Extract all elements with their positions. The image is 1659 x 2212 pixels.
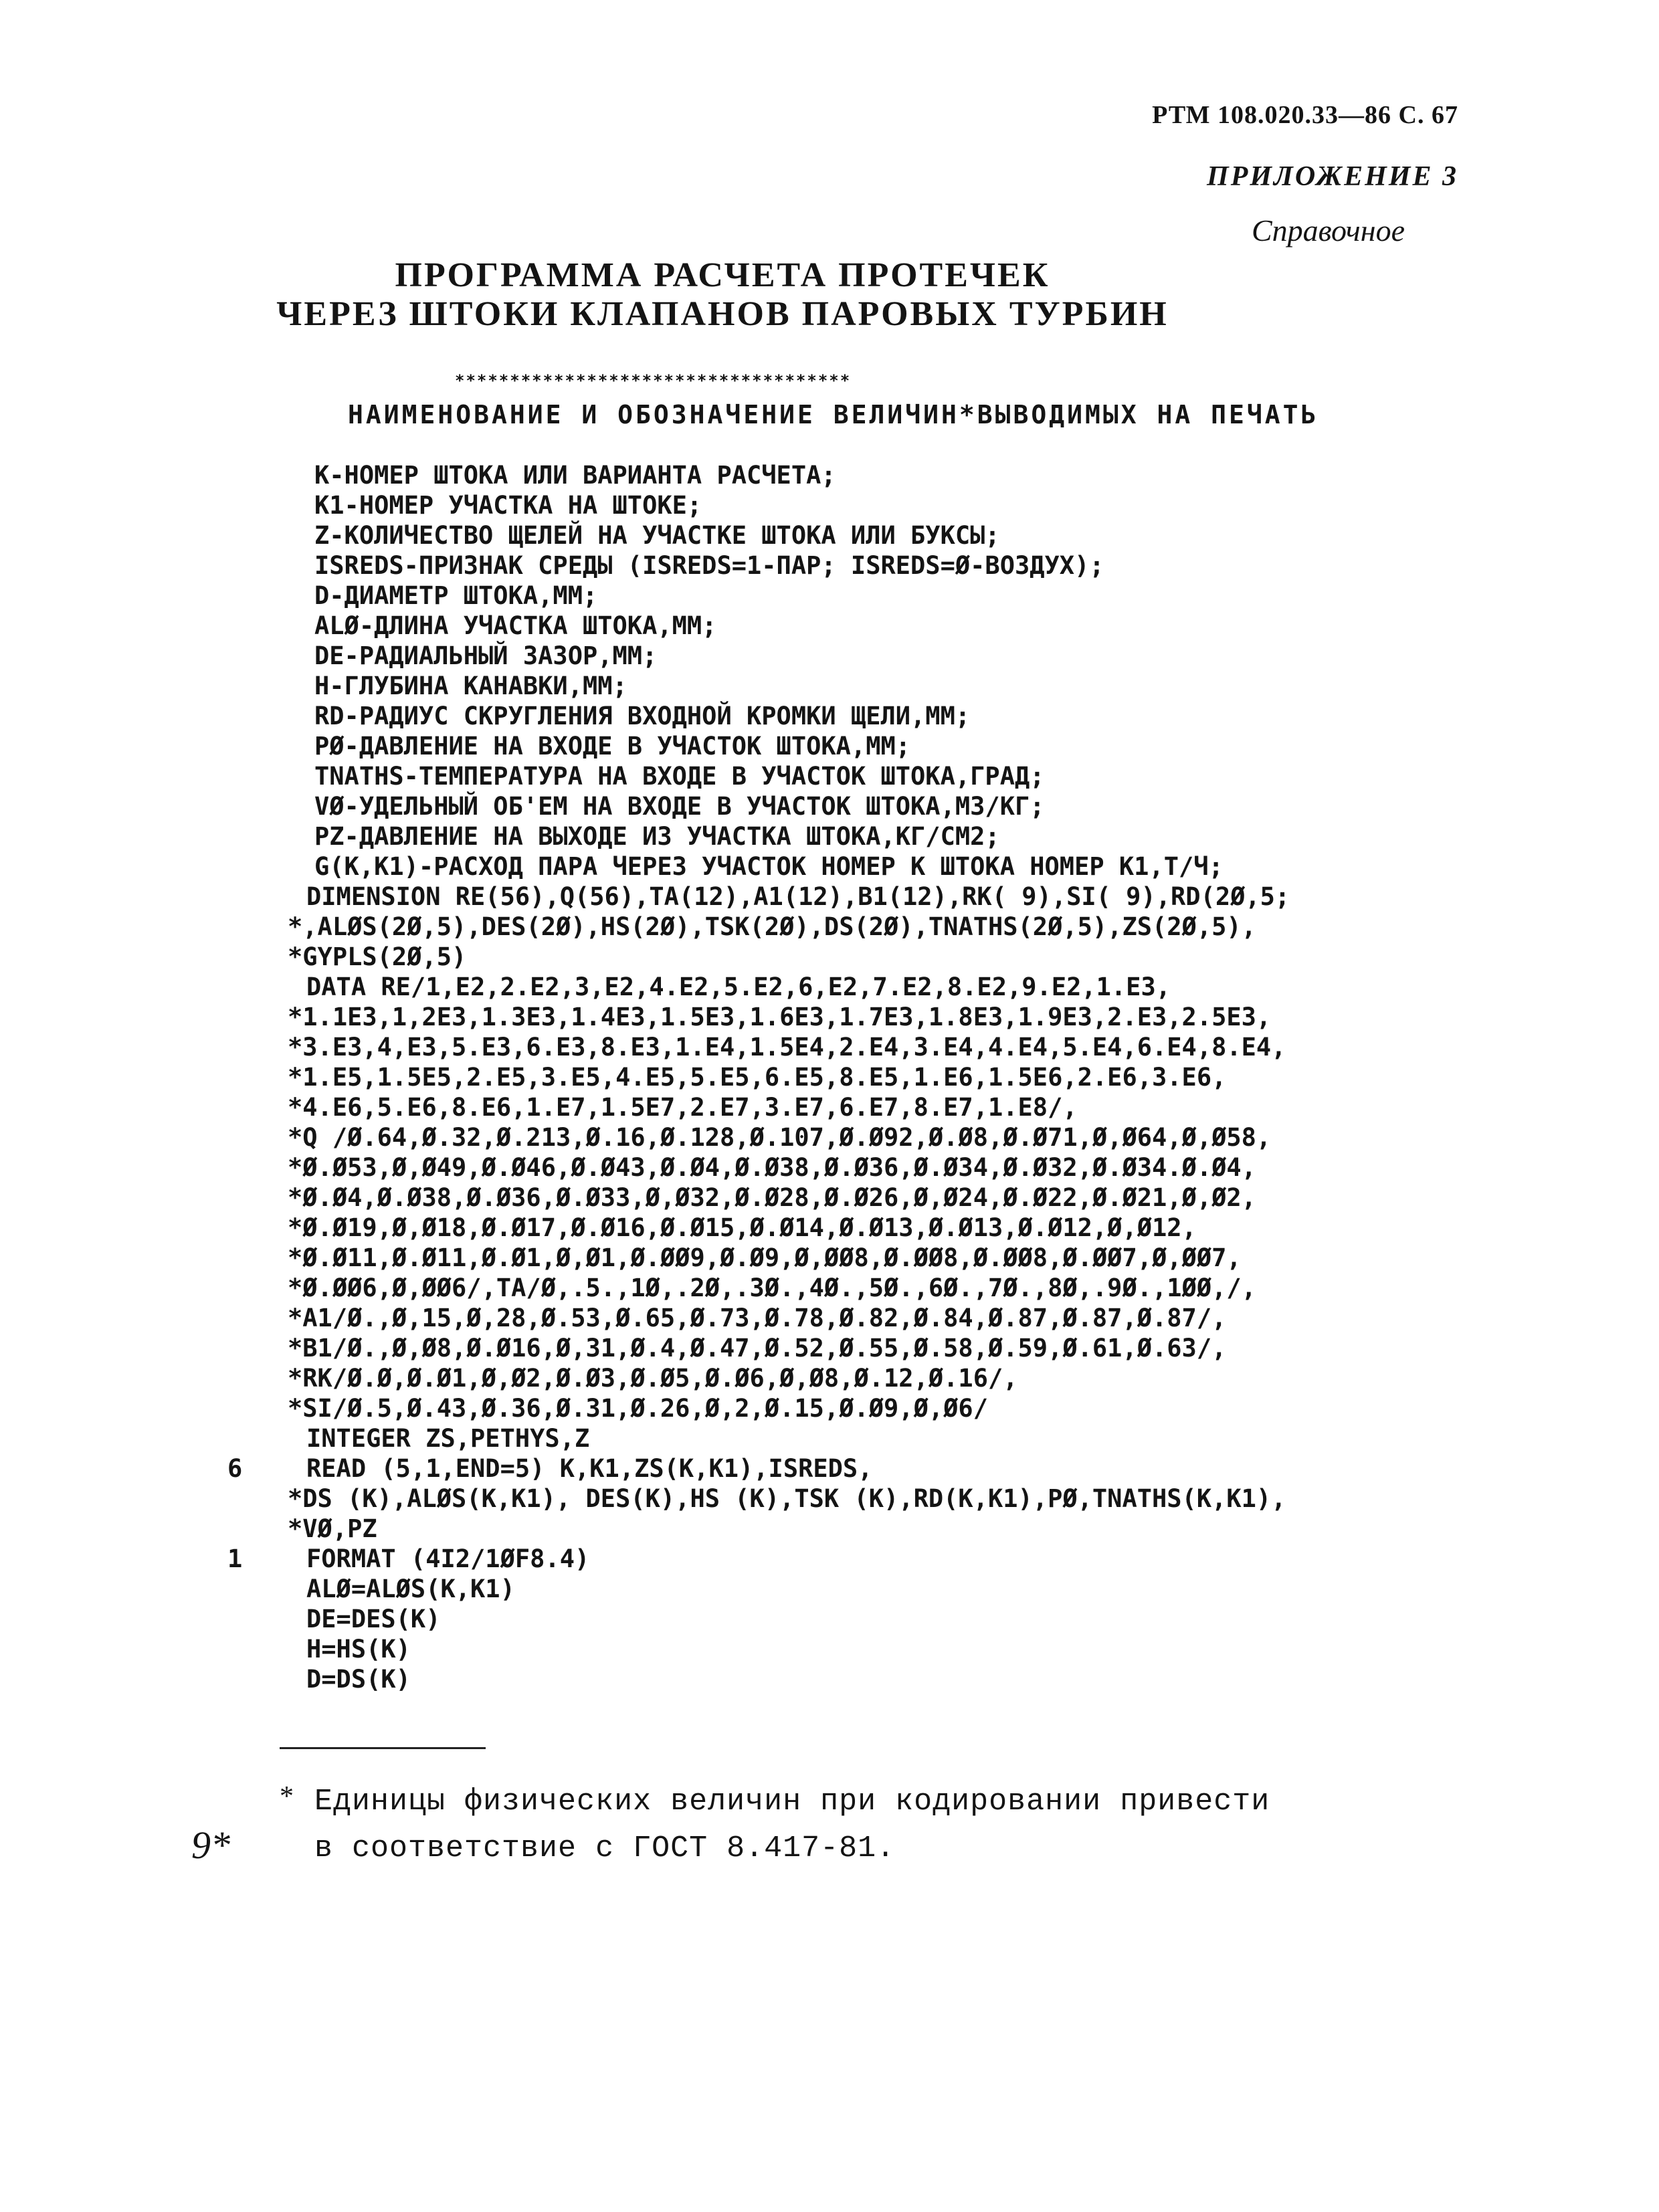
code-line: H=HS(K) [306, 1635, 411, 1664]
code-line: VØ-УДЕЛЬНЫЙ ОБ'ЕМ НА ВХОДЕ В УЧАСТОК ШТОКА,М3/КГ; [314, 792, 1045, 821]
code-line: ISREDS-ПРИЗНАК СРЕДЫ (ISREDS=1-ПАР; ISREDS=Ø-ВОЗДУХ); [314, 551, 1104, 580]
code-line: G(K,K1)-РАСХОД ПАРА ЧЕРЕЗ УЧАСТОК НОМЕР К ШТОКА НОМЕР К1,Т/Ч; [314, 852, 1224, 881]
statement-label: 1 [227, 1544, 243, 1573]
asterisk-divider: ************************************ [455, 371, 852, 390]
code-line: TNATHS-ТЕМПЕРАТУРА НА ВХОДЕ В УЧАСТОК ШТОКА,ГРАД; [314, 762, 1045, 791]
code-line: *Ø.Ø11,Ø.Ø11,Ø.Ø1,Ø,Ø1,Ø.ØØ9,Ø.Ø9,Ø,ØØ8,Ø.ØØ8,Ø.ØØ8,Ø.ØØ7,Ø,ØØ7, [288, 1243, 1242, 1272]
footnote-text-line-1: Единицы физических величин при кодировании привести [314, 1785, 1270, 1819]
code-line: Z-КОЛИЧЕСТВО ЩЕЛЕЙ НА УЧАСТКЕ ШТОКА ИЛИ БУКСЫ; [314, 521, 1000, 550]
code-line: *Ø.Ø53,Ø,Ø49,Ø.Ø46,Ø.Ø43,Ø.Ø4,Ø.Ø38,Ø.Ø36,Ø.Ø34,Ø.Ø32,Ø.Ø34.Ø.Ø4, [288, 1153, 1256, 1182]
code-line: INTEGER ZS,PETHYS,Z [306, 1424, 590, 1453]
code-line: FORMAT (4I2/1ØF8.4) [306, 1544, 590, 1573]
code-line: *SI/Ø.5,Ø.43,Ø.36,Ø.31,Ø.26,Ø,2,Ø.15,Ø.Ø9,Ø,Ø6/ [288, 1394, 988, 1423]
reference-label: Справочное [1251, 213, 1405, 247]
appendix-label: ПРИЛОЖЕНИЕ 3 [1207, 161, 1458, 192]
listing-heading: НАИМЕНОВАНИЕ И ОБОЗНАЧЕНИЕ ВЕЛИЧИН*ВЫВОДИМЫХ НА ПЕЧАТЬ [348, 400, 1319, 429]
code-line: DIMENSION RE(56),Q(56),TA(12),A1(12),B1(12),RK( 9),SI( 9),RD(2Ø,5; [306, 882, 1290, 911]
code-line: *1.1E3,1,2E3,1.3E3,1.4E3,1.5E3,1.6E3,1.7E3,1.8E3,1.9E3,2.E3,2.5E3, [288, 1003, 1272, 1031]
code-line: *B1/Ø.,Ø,Ø8,Ø.Ø16,Ø,31,Ø.4,Ø.47,Ø.52,Ø.55,Ø.58,Ø.59,Ø.61,Ø.63/, [288, 1334, 1227, 1363]
code-line: ALØ=ALØS(K,K1) [306, 1575, 515, 1603]
footnote-asterisk: * [280, 1781, 294, 1812]
code-line: К-НОМЕР ШТОКА ИЛИ ВАРИАНТА РАСЧЕТА; [314, 461, 836, 490]
code-line: H-ГЛУБИНА КАНАВКИ,ММ; [314, 672, 627, 700]
code-line: DE-РАДИАЛЬНЫЙ ЗАЗОР,ММ; [314, 641, 658, 670]
code-line: *,ALØS(2Ø,5),DES(2Ø),HS(2Ø),TSK(2Ø),DS(2Ø),TNATHS(2Ø,5),ZS(2Ø,5), [288, 912, 1256, 941]
code-line: *DS (K),ALØS(K,K1), DES(K),HS (K),TSK (K),RD(K,K1),PØ,TNATHS(K,K1), [288, 1484, 1286, 1513]
code-line: *1.E5,1.5E5,2.E5,3.E5,4.E5,5.E5,6.E5,8.E5,1.E6,1.5E6,2.E6,3.E6, [288, 1063, 1227, 1092]
code-line: PØ-ДАВЛЕНИЕ НА ВХОДЕ В УЧАСТОК ШТОКА,ММ; [314, 732, 911, 761]
code-line: *4.E6,5.E6,8.E6,1.E7,1.5E7,2.E7,3.E7,6.E7,8.E7,1.E8/, [288, 1093, 1078, 1122]
document-code: РТМ 108.020.33—86 С. 67 [1152, 101, 1458, 129]
page-title-line-2: ЧЕРЕЗ ШТОКИ КЛАПАНОВ ПАРОВЫХ ТУРБИН [276, 295, 1169, 333]
code-line: D-ДИАМЕТР ШТОКА,ММ; [314, 581, 598, 610]
code-line: *3.E3,4,E3,5.E3,6.E3,8.E3,1.E4,1.5E4,2.E4,3.E4,4.E4,5.E4,6.E4,8.E4, [288, 1033, 1286, 1062]
statement-label: 6 [227, 1454, 243, 1483]
code-line: *RK/Ø.Ø,Ø.Ø1,Ø,Ø2,Ø.Ø3,Ø.Ø5,Ø.Ø6,Ø,Ø8,Ø.12,Ø.16/, [288, 1364, 1018, 1393]
code-line: *Ø.ØØ6,Ø,ØØ6/,TA/Ø,.5.,1Ø,.2Ø,.3Ø.,4Ø.,5Ø.,6Ø.,7Ø.,8Ø,.9Ø.,1ØØ,/, [288, 1274, 1256, 1302]
code-line: READ (5,1,END=5) K,K1,ZS(K,K1),ISREDS, [306, 1454, 873, 1483]
code-line: *Ø.Ø4,Ø.Ø38,Ø.Ø36,Ø.Ø33,Ø,Ø32,Ø.Ø28,Ø.Ø26,Ø,Ø24,Ø.Ø22,Ø.Ø21,Ø,Ø2, [288, 1183, 1256, 1212]
page-title-line-1: ПРОГРАММА РАСЧЕТА ПРОТЕЧЕК [395, 256, 1050, 294]
footnote-text-line-2: в соответствие с ГОСТ 8.417-81. [314, 1831, 896, 1866]
code-line: PZ-ДАВЛЕНИЕ НА ВЫХОДЕ ИЗ УЧАСТКА ШТОКА,КГ/СМ2; [314, 822, 1000, 851]
code-line: К1-НОМЕР УЧАСТКА НА ШТОКЕ; [314, 491, 702, 520]
code-line: RD-РАДИУС СКРУГЛЕНИЯ ВХОДНОЙ КРОМКИ ЩЕЛИ,ММ; [314, 702, 971, 730]
code-line: DATA RE/1,E2,2.E2,3,E2,4.E2,5.E2,6,E2,7.E2,8.E2,9.E2,1.E3, [306, 973, 1171, 1001]
handwritten-page-mark: 9* [191, 1823, 230, 1867]
code-line: *Q /Ø.64,Ø.32,Ø.213,Ø.16,Ø.128,Ø.107,Ø.Ø92,Ø.Ø8,Ø.Ø71,Ø,Ø64,Ø,Ø58, [288, 1123, 1272, 1152]
code-line: *Ø.Ø19,Ø,Ø18,Ø.Ø17,Ø.Ø16,Ø.Ø15,Ø.Ø14,Ø.Ø13,Ø.Ø13,Ø.Ø12,Ø,Ø12, [288, 1213, 1197, 1242]
code-line: D=DS(K) [306, 1665, 411, 1694]
code-line: *GYPLS(2Ø,5) [288, 942, 467, 971]
code-line: *A1/Ø.,Ø,15,Ø,28,Ø.53,Ø.65,Ø.73,Ø.78,Ø.82,Ø.84,Ø.87,Ø.87,Ø.87/, [288, 1304, 1227, 1332]
code-line: DE=DES(K) [306, 1605, 441, 1633]
footnote-divider [280, 1747, 486, 1749]
code-line: *VØ,PZ [288, 1514, 377, 1543]
code-line: ALØ-ДЛИНА УЧАСТКА ШТОКА,ММ; [314, 611, 717, 640]
